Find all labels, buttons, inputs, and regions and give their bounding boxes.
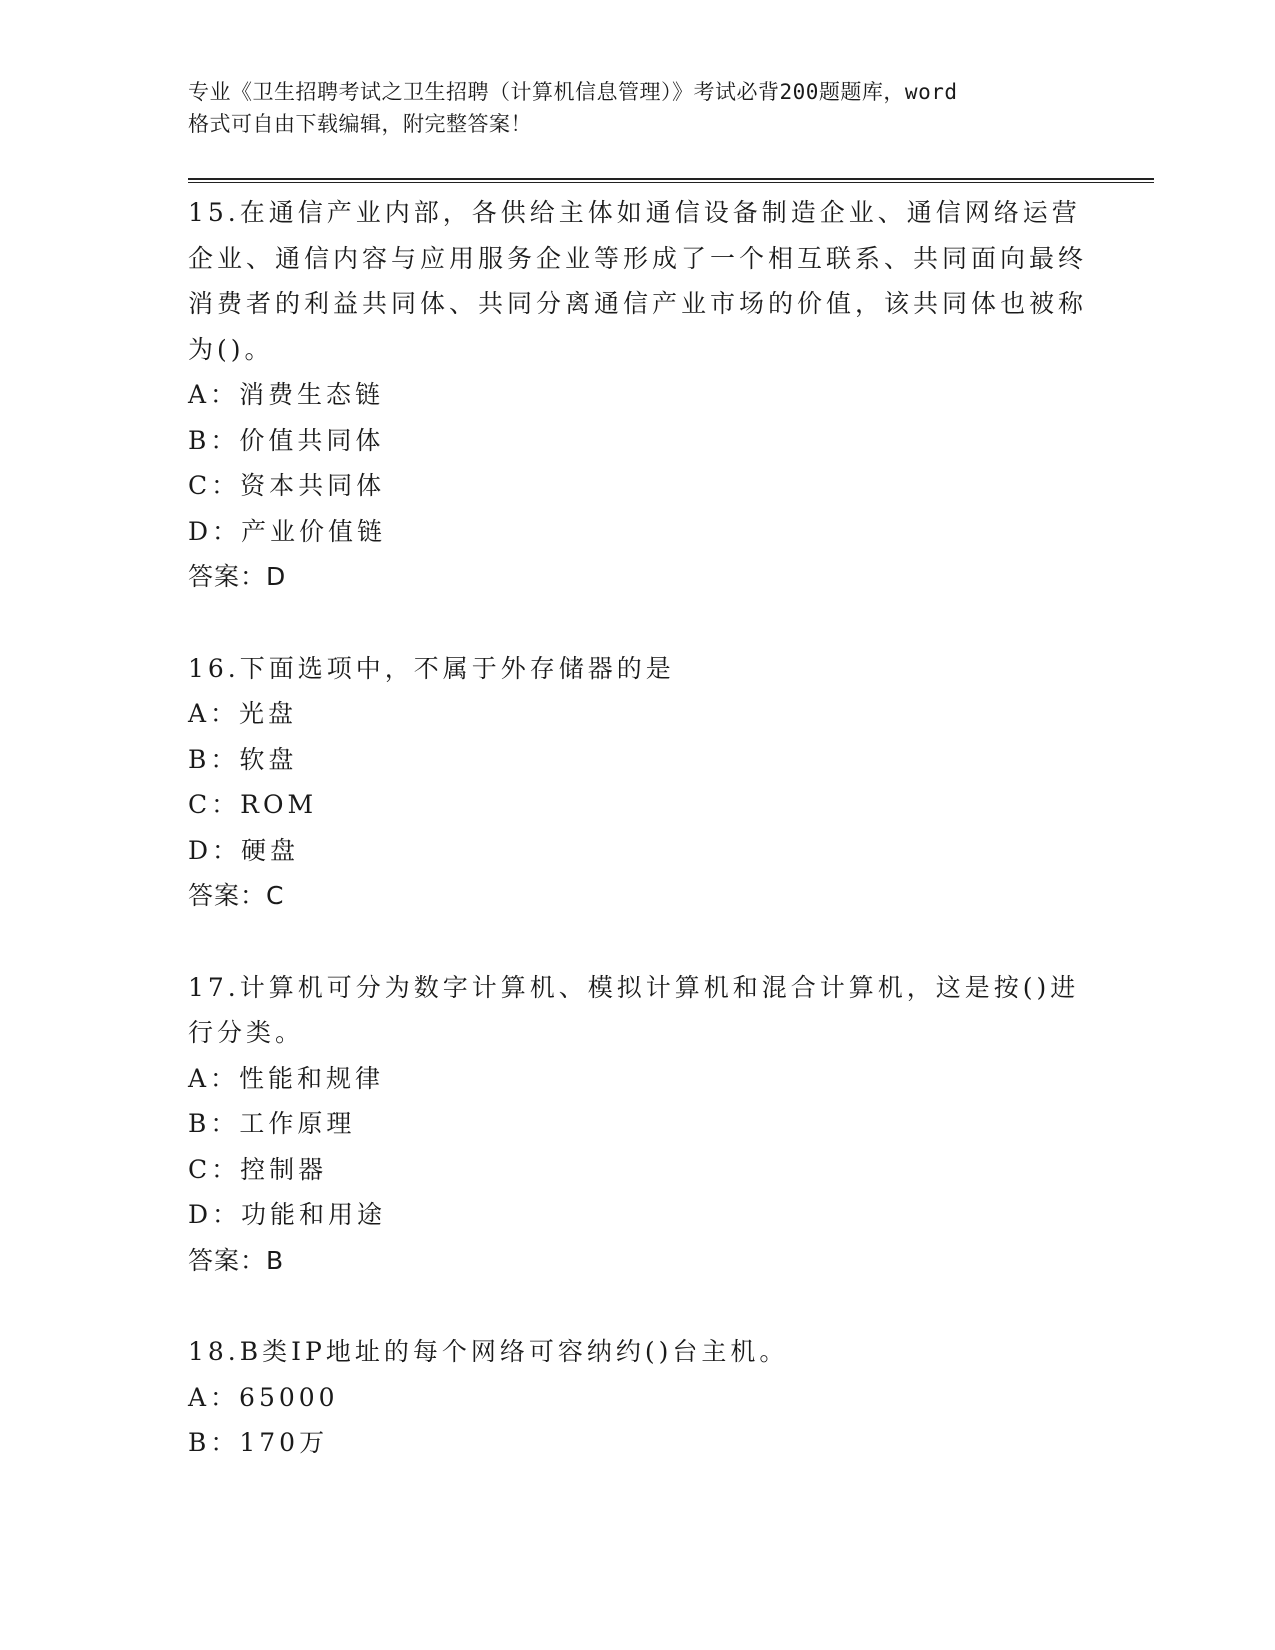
option-a: A：65000 xyxy=(188,1382,339,1412)
header-line-2: 格式可自由下载编辑，附完整答案！ xyxy=(188,112,532,136)
answer-line: 答案：B xyxy=(188,1245,285,1275)
option-c: C：ROM xyxy=(188,790,318,819)
option-b: B：170万 xyxy=(188,1428,329,1457)
question-16 xyxy=(188,646,1088,919)
option-a: A：性能和规律 xyxy=(188,1063,385,1093)
option-c: C：控制器 xyxy=(188,1154,328,1184)
answer-line: 答案：D xyxy=(188,562,287,591)
question-stem: 18.B类IP地址的每个网络可容纳约()台主机。 xyxy=(188,1337,789,1366)
question-stem: 15.在通信产业内部，各供给主体如通信设备制造企业、通信网络运营企业、通信内容与应用服务企业等形成了一个相互联系、共同面向最终消费者的利益共同体、共同分离通信产业市场的价值，该共同体也被称为()。 xyxy=(188,198,1088,364)
question-17 xyxy=(188,965,1088,1284)
option-d: D：产业价值链 xyxy=(188,516,387,546)
option-d: D：功能和用途 xyxy=(188,1200,387,1229)
option-c: C：资本共同体 xyxy=(188,471,386,500)
header-divider xyxy=(188,178,1154,183)
header-line-1: 专业《卫生招聘考试之卫生招聘（计算机信息管理）》考试必背200题题库，word xyxy=(188,80,958,104)
question-18 xyxy=(188,1329,1088,1466)
question-15 xyxy=(188,190,1088,600)
question-list xyxy=(188,190,1088,1512)
option-a: A：消费生态链 xyxy=(188,380,385,409)
option-b: B：价值共同体 xyxy=(188,425,385,455)
document-header xyxy=(188,76,1088,140)
option-a: A：光盘 xyxy=(188,699,298,728)
option-d: D：硬盘 xyxy=(188,835,300,865)
question-stem: 16.下面选项中，不属于外存储器的是 xyxy=(188,653,675,683)
option-b: B：工作原理 xyxy=(188,1109,356,1138)
option-b: B：软盘 xyxy=(188,744,298,774)
question-stem: 17.计算机可分为数字计算机、模拟计算机和混合计算机，这是按()进行分类。 xyxy=(188,972,1080,1047)
answer-line: 答案：C xyxy=(188,881,285,910)
